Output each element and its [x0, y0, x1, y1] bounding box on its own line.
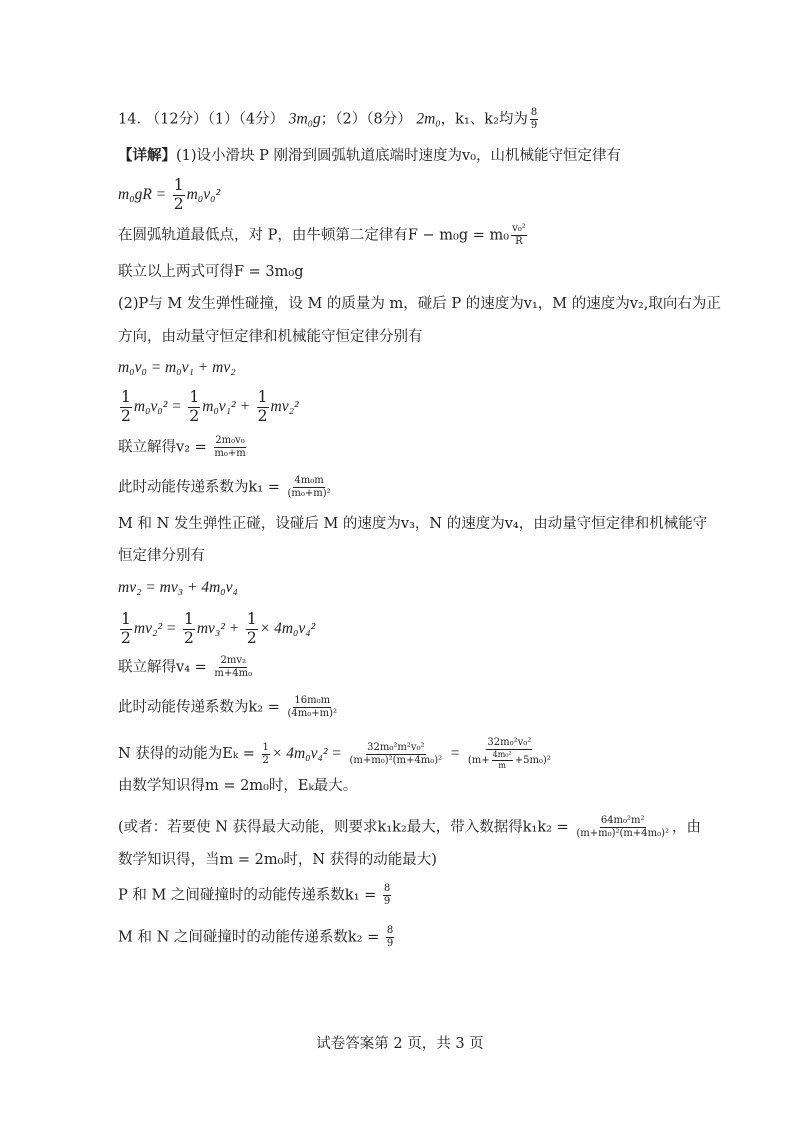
solve-v4-line: 联立解得v₄ = $\frac{\text{2mv₂}}{\text{m+4m₀}}$: [118, 655, 253, 679]
kinetic-energy-line: N 获得的动能为Eₖ = $\frac{1}{2}$ × 4m₀v₄² = $\frac{\text{32m₀²m²v₀²}}{\text{(m+m₀)²(m+4m₀)²}}$ = 32m₀²v₀² (m+ $\frac{\text{4m₀²}}{m}$ +5m₀)²: [118, 737, 551, 770]
answer-k-label: ，k₁、k₂均为: [440, 111, 528, 128]
k2-result-line: M 和 N 之间碰撞时的动能传递系数k₂ = $\frac{8}{9}$: [118, 925, 394, 949]
k1-result-line: P 和 M 之间碰撞时的动能传递系数k₁ = $\frac{8}{9}$: [118, 883, 391, 907]
newton-second-law-line: 在圆弧轨道最低点，对 P，由牛顿第二定律有F − m₀g = m₀ $\frac{\text{v₀²}}{R}$: [118, 223, 526, 247]
part1-score: （1）（4分）: [207, 111, 285, 128]
max-energy-line: 由数学知识得m = 2m₀时，Eₖ最大。: [118, 778, 358, 794]
solve-v2-line: 联立解得v₂ = $\frac{\text{2m₀v₀}}{\text{m₀+m}}$: [118, 435, 246, 459]
k2-line: 此时动能传递系数为k₂ = $\frac{\text{16m₀m}}{\text{(4m₀+m)²}}$: [118, 695, 337, 719]
mn-collision-line-2: 恒定律分别有: [118, 548, 205, 564]
energy-equation-1: $\frac{1}{2}$ m₀v₀² = $\frac{1}{2}$ m₀v₁² + $\frac{1}{2}$ mv₂²: [121, 388, 299, 425]
answer-summary-line: [118, 108, 540, 131]
momentum-equation-2: mv₂ = mv₃ + 4m₀v₄: [118, 579, 238, 596]
part2-intro-line-2: 方向，由动量守恒定律和机械能守恒定律分别有: [118, 329, 423, 345]
question-number: 14.: [118, 111, 142, 128]
answer-part2: 2m₀: [416, 110, 441, 128]
mn-collision-line: M 和 N 发生弹性正碰，设碰后 M 的速度为v₃，N 的速度为v₄，由动量守恒定律和机械能守: [118, 516, 708, 532]
detail-line-1: 【详解】(1)设小滑块 P 刚滑到圆弧轨道底端时速度为v₀，山机械能守恒定律有: [118, 147, 622, 164]
answer-k-fraction: $\frac{8}{9}$: [530, 107, 538, 131]
part2-intro-line: (2)P与 M 发生弹性碰撞，设 M 的质量为 m，碰后 P 的速度为v₁，M 的速度为v₂,取向右为正: [118, 296, 721, 312]
alternative-line: (或者：若要使 N 获得最大动能，则要求k₁k₂最大，带入数据得k₁k₂ = $\frac{\text{64m₀²m²}}{\text{(m+m₀)²(m+4m₀)²}}$ ，由: [118, 815, 702, 839]
energy-equation-2: $\frac{1}{2}$ mv₂² = $\frac{1}{2}$ mv₃² + $\frac{1}{2}$ × 4m₀v₄²: [121, 610, 316, 647]
momentum-equation-1: m₀v₀ = m₀v₁ + mv₂: [118, 359, 236, 376]
k1-line: 此时动能传递系数为k₁ = $\frac{\text{4m₀m}}{\text{(m₀+m)²}}$: [118, 475, 331, 499]
result-line-F: 联立以上两式可得F = 3m₀g: [118, 264, 304, 280]
answer-part1: 3m₀g: [288, 110, 321, 128]
score-total: （12分）: [145, 111, 208, 128]
equation-energy-1: m₀gR = $\frac{1}{2}$ m₀v₀²: [118, 176, 221, 213]
alternative-line-2: 数学知识得，当m = 2m₀时，N 获得的动能最大): [118, 852, 437, 868]
page-footer: 试卷答案第 2 页，共 3 页: [316, 1036, 484, 1052]
detail-tag: 【详解】: [118, 147, 176, 164]
part2-score: ；（2）（8分）: [320, 111, 412, 128]
